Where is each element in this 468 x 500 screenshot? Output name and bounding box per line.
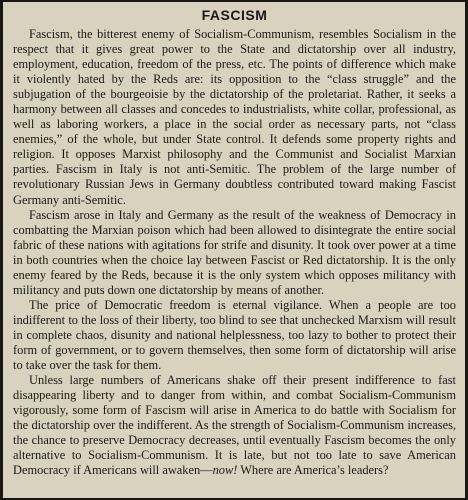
emphasis-now: now! [212, 463, 238, 478]
paragraph-4 [13, 373, 456, 478]
closing-question: Where are America’s leaders? [237, 463, 389, 478]
paragraph-4-text: Unless large numbers of Americans shake off their present indifference to fast disappearing liberty and to danger from within, and combat Socialism-Communism vigorously, some form of Fascism will arise in America to do battle with Socialism for the dictatorship over the indifferent. As the strength of Socialism-Communism increases, the chance to preserve Democracy decreases, until eventually Fascism becomes the only alternative to Socialism-Communism. It is late, but not too late to save American Democracy if Americans will awaken— [13, 373, 456, 478]
document-page [3, 2, 465, 498]
paragraph-2: Fascism arose in Italy and Germany as the result of the weakness of Democracy in combatting the Marxian poison which had been allowed to disintegrate the entire social fabric of these nations with agitations for strife and disunity. It took over power at a time in both countries when the choice lay between Fascist or Red dictatorship. It is the only enemy feared by the Reds, because it is the only system which opposes militancy with militancy and puts down one dictatorship by means of another. [13, 207, 456, 297]
paragraph-1: Fascism, the bitterest enemy of Socialism-Communism, resembles Socialism in the respect that it gives great power to the State and dictatorship over all industry, employment, education, freedom of the press, etc. The points of difference which make it violently hated by the Reds are: its opposition to the “class struggle” and the subjugation of the bourgeoisie by the dictatorship of the proletariat. Rather, it seeks a harmony between all classes and concedes to industrialists, white collar, professional, as well as laboring workers, a place in the social order as necessary parts, not “class enemies,” of the whole, but under State control. It defends some property rights and religion. It opposes Marxist philosophy and the Communist and Socialist Marxian parties. Fascism in Italy is not anti-Semitic. The problem of the large number of revolutionary Russian Jews in Germany doubtless contributed toward making Fascist Germany anti-Semitic. [13, 27, 456, 207]
paragraph-3: The price of Democratic freedom is eternal vigilance. When a people are too indifferent to the loss of their liberty, too blind to see that unchecked Marxism will result in complete chaos, disunity and national helplessness, too lazy to bother to protect their form of government, or to govern themselves, then some form of dictatorship will arise to take over the task for them. [13, 297, 456, 373]
page-title: FASCISM [201, 7, 268, 23]
